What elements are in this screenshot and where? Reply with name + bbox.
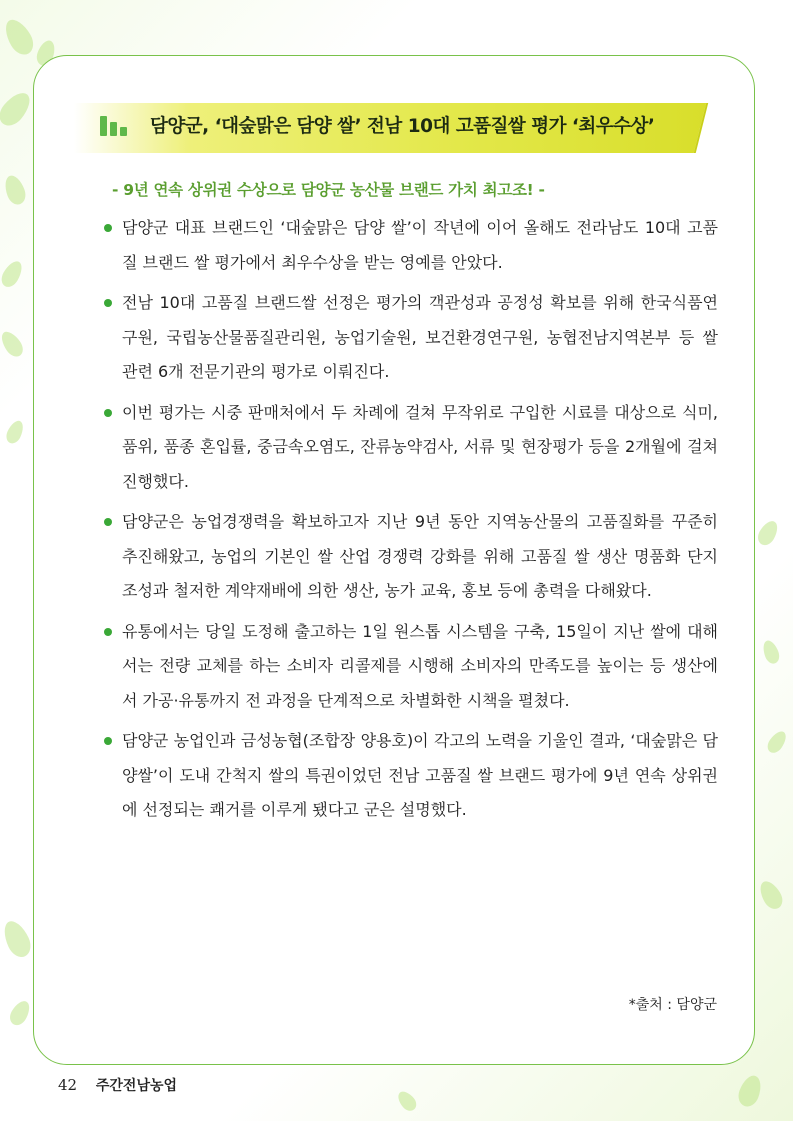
source-credit: *출처 : 담양군	[628, 997, 717, 1013]
decorative-leaf	[0, 328, 27, 360]
bullet-icon	[104, 224, 112, 232]
bullet-icon	[104, 299, 112, 307]
page-number: 42	[58, 1076, 78, 1094]
list-item	[104, 211, 718, 280]
list-item-text: 이번 평가는 시중 판매처에서 두 차례에 걸쳐 무작위로 구입한 시료를 대상으로 식미, 품위, 품종 혼입률, 중금속오염도, 잔류농약검사, 서류 및 현장평가 등을 2개월에 걸쳐 진행했다.	[122, 402, 718, 491]
list-item	[104, 286, 718, 390]
bullet-icon	[104, 737, 112, 745]
list-item	[104, 396, 718, 500]
list-item	[104, 724, 718, 828]
article-title: 담양군, ‘대숲맑은 담양 쌀’ 전남 10대 고품질쌀 평가 ‘최우수상’	[150, 116, 655, 137]
decorative-leaf	[755, 518, 782, 549]
decorative-leaf	[756, 878, 787, 913]
list-item	[104, 505, 718, 609]
bullet-icon	[104, 518, 112, 526]
decorative-leaf	[395, 1088, 420, 1114]
decorative-leaf	[1, 173, 28, 207]
decorative-leaf	[764, 728, 789, 756]
decorative-leaf	[7, 998, 34, 1029]
decorative-leaf	[0, 917, 35, 961]
decorative-leaf	[760, 638, 781, 665]
article-subtitle: - 9년 연속 상위권 수상으로 담양군 농산물 브랜드 가치 최고조! -	[112, 181, 545, 199]
decorative-leaf	[4, 418, 27, 446]
list-item-text: 유통에서는 당일 도정해 출고하는 1일 원스톱 시스템을 구축, 15일이 지난 쌀에 대해서는 전량 교체를 하는 소비자 리콜제를 시행해 소비자의 만족도를 높이는 등 생산에서 가공·유통까지 전 과정을 단계적으로 차별화한 시책을 펼쳤다.	[122, 621, 718, 710]
decorative-leaf	[0, 258, 26, 290]
page-footer	[58, 1075, 177, 1095]
bullet-icon	[104, 409, 112, 417]
decorative-leaf	[0, 87, 36, 130]
decorative-leaf	[0, 15, 38, 59]
list-item-text: 담양군 농업인과 금성농협(조합장 양용호)이 각고의 노력을 기울인 결과, ‘대숲맑은 담양쌀’이 도내 간척지 쌀의 특권이었던 전남 고품질 쌀 브랜드 평가에 9년 연속 상위권에 선정되는 쾌거를 이루게 됐다고 군은 설명했다.	[122, 731, 718, 819]
decorative-leaf	[735, 1073, 765, 1110]
list-item-text: 전남 10대 고품질 브랜드쌀 선정은 평가의 객관성과 공정성 확보를 위해 한국식품연구원, 국립농산물품질관리원, 농업기술원, 보건환경연구원, 농협전남지역본부 등 쌀 관련 6개 전문기관의 평가로 이뤄진다.	[122, 293, 718, 381]
list-item-text: 담양군은 농업경쟁력을 확보하고자 지난 9년 동안 지역농산물의 고품질화를 꾸준히 추진해왔고, 농업의 기본인 쌀 산업 경쟁력 강화를 위해 고품질 쌀 생산 명품화 단지 조성과 철저한 계약재배에 의한 생산, 농가 교육, 홍보 등에 총력을 다해왔다.	[122, 512, 718, 600]
list-item-text: 담양군 대표 브랜드인 ‘대숲맑은 담양 쌀’이 작년에 이어 올해도 전라남도 10대 고품질 브랜드 쌀 평가에서 최우수상을 받는 영예를 안았다.	[122, 218, 718, 272]
list-item	[104, 615, 718, 719]
publication-name: 주간전남농업	[95, 1078, 178, 1094]
bullet-icon	[104, 628, 112, 636]
bar-chart-icon	[100, 116, 130, 136]
article-body	[104, 211, 718, 834]
